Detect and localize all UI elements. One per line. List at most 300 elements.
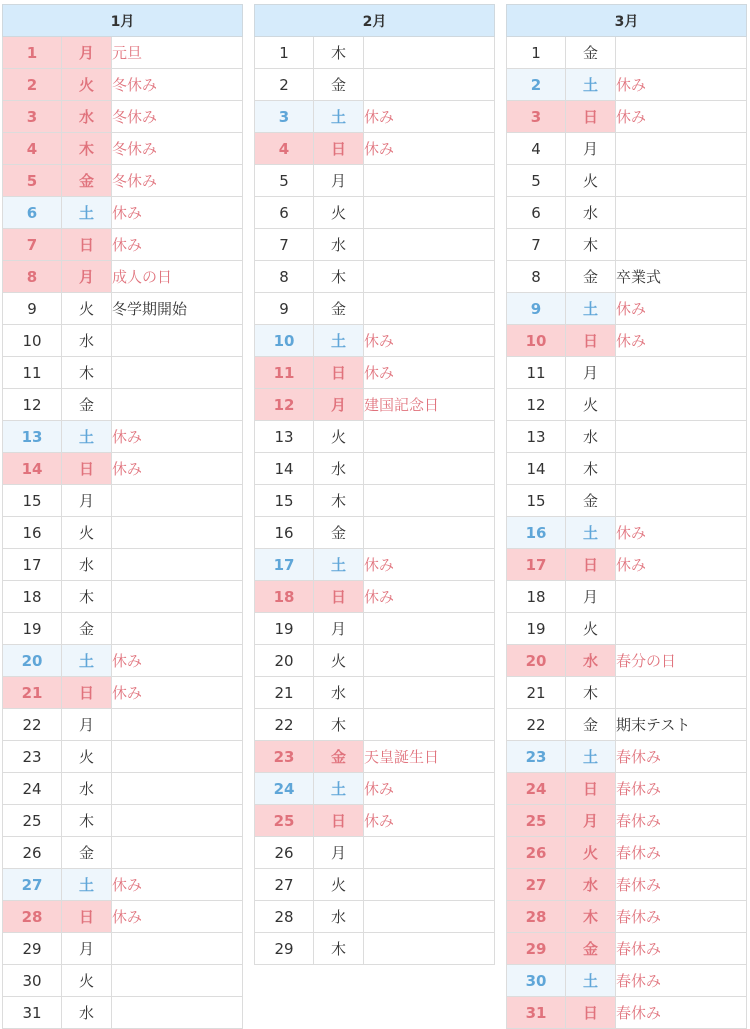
weekday: 月 [566, 133, 616, 165]
day-row [3, 869, 243, 901]
day-row [3, 421, 243, 453]
day-row [3, 389, 243, 421]
day-row [3, 645, 243, 677]
day-note: 休み [112, 229, 243, 261]
day-row [3, 965, 243, 997]
day-number: 24 [255, 773, 314, 805]
day-number: 13 [3, 421, 62, 453]
day-row [3, 773, 243, 805]
day-number: 17 [3, 549, 62, 581]
day-number: 13 [507, 421, 566, 453]
weekday: 木 [314, 485, 364, 517]
day-row [507, 165, 747, 197]
day-number: 3 [255, 101, 314, 133]
day-note [112, 773, 243, 805]
day-note: 春休み [616, 965, 747, 997]
day-note: 休み [616, 69, 747, 101]
weekday: 金 [62, 837, 112, 869]
weekday: 月 [62, 933, 112, 965]
day-number: 9 [507, 293, 566, 325]
day-number: 7 [255, 229, 314, 261]
weekday: 日 [62, 453, 112, 485]
weekday: 金 [566, 37, 616, 69]
day-number: 17 [255, 549, 314, 581]
calendar-table [2, 4, 243, 1029]
weekday: 水 [314, 229, 364, 261]
day-note: 春休み [616, 901, 747, 933]
day-number: 22 [255, 709, 314, 741]
weekday: 木 [314, 933, 364, 965]
day-number: 11 [255, 357, 314, 389]
day-note [364, 261, 495, 293]
day-row [3, 485, 243, 517]
day-note: 休み [616, 549, 747, 581]
day-number: 9 [3, 293, 62, 325]
weekday: 土 [566, 517, 616, 549]
day-number: 15 [507, 485, 566, 517]
weekday: 月 [314, 837, 364, 869]
day-note [364, 613, 495, 645]
day-number: 27 [255, 869, 314, 901]
day-number: 2 [3, 69, 62, 101]
day-number: 18 [507, 581, 566, 613]
day-row [255, 869, 495, 901]
day-row [255, 549, 495, 581]
day-row [507, 197, 747, 229]
day-row [507, 901, 747, 933]
day-number: 18 [3, 581, 62, 613]
day-number: 23 [507, 741, 566, 773]
day-row [507, 773, 747, 805]
day-note: 休み [112, 677, 243, 709]
day-number: 4 [255, 133, 314, 165]
day-note: 休み [112, 453, 243, 485]
day-number: 30 [3, 965, 62, 997]
day-note [112, 485, 243, 517]
day-note [616, 165, 747, 197]
weekday: 月 [314, 613, 364, 645]
day-note [112, 357, 243, 389]
calendar-table [254, 4, 495, 965]
weekday: 日 [314, 805, 364, 837]
weekday: 木 [314, 37, 364, 69]
weekday: 木 [62, 133, 112, 165]
day-note: 休み [364, 549, 495, 581]
day-row [255, 165, 495, 197]
weekday: 金 [314, 69, 364, 101]
day-note [364, 837, 495, 869]
day-note: 元旦 [112, 37, 243, 69]
weekday: 水 [314, 453, 364, 485]
day-note: 卒業式 [616, 261, 747, 293]
day-note [364, 165, 495, 197]
day-note: 冬学期開始 [112, 293, 243, 325]
day-note [364, 197, 495, 229]
day-row [255, 773, 495, 805]
weekday: 月 [314, 389, 364, 421]
day-number: 6 [507, 197, 566, 229]
weekday: 火 [566, 837, 616, 869]
weekday: 土 [314, 325, 364, 357]
day-number: 25 [255, 805, 314, 837]
day-number: 3 [3, 101, 62, 133]
day-note [364, 677, 495, 709]
day-note [112, 613, 243, 645]
day-row [3, 165, 243, 197]
weekday: 火 [566, 165, 616, 197]
day-note [616, 37, 747, 69]
day-row [3, 261, 243, 293]
weekday: 水 [62, 325, 112, 357]
weekday: 金 [314, 293, 364, 325]
day-number: 20 [3, 645, 62, 677]
day-note: 休み [112, 901, 243, 933]
weekday: 木 [566, 901, 616, 933]
day-row [255, 933, 495, 965]
day-number: 10 [507, 325, 566, 357]
day-row [507, 293, 747, 325]
day-number: 27 [3, 869, 62, 901]
day-number: 1 [507, 37, 566, 69]
day-number: 18 [255, 581, 314, 613]
day-row [255, 805, 495, 837]
day-row [255, 741, 495, 773]
weekday: 木 [62, 805, 112, 837]
day-number: 5 [507, 165, 566, 197]
day-note: 休み [616, 517, 747, 549]
day-note: 春休み [616, 773, 747, 805]
day-note [364, 933, 495, 965]
day-number: 23 [255, 741, 314, 773]
day-note [364, 69, 495, 101]
weekday: 月 [566, 357, 616, 389]
day-number: 12 [507, 389, 566, 421]
day-number: 12 [3, 389, 62, 421]
day-row [3, 69, 243, 101]
day-note [112, 741, 243, 773]
day-row [255, 485, 495, 517]
day-number: 10 [3, 325, 62, 357]
day-number: 21 [255, 677, 314, 709]
weekday: 金 [62, 165, 112, 197]
day-row [255, 389, 495, 421]
day-number: 27 [507, 869, 566, 901]
day-number: 24 [507, 773, 566, 805]
day-row [507, 389, 747, 421]
day-note [616, 389, 747, 421]
day-number: 19 [255, 613, 314, 645]
day-row [507, 453, 747, 485]
day-row [3, 709, 243, 741]
day-note [616, 197, 747, 229]
day-note [112, 965, 243, 997]
day-number: 21 [3, 677, 62, 709]
weekday: 水 [566, 869, 616, 901]
weekday: 土 [62, 197, 112, 229]
day-note: 冬休み [112, 101, 243, 133]
day-note: 春休み [616, 837, 747, 869]
day-number: 22 [507, 709, 566, 741]
day-number: 28 [507, 901, 566, 933]
day-number: 20 [255, 645, 314, 677]
day-row [507, 933, 747, 965]
weekday: 土 [314, 101, 364, 133]
day-row [255, 645, 495, 677]
day-number: 9 [255, 293, 314, 325]
day-number: 22 [3, 709, 62, 741]
day-note [364, 421, 495, 453]
weekday: 月 [566, 805, 616, 837]
day-row [3, 453, 243, 485]
day-note [616, 485, 747, 517]
day-number: 29 [255, 933, 314, 965]
day-note: 春分の日 [616, 645, 747, 677]
day-note [112, 517, 243, 549]
day-row [3, 805, 243, 837]
weekday: 月 [62, 37, 112, 69]
day-note: 休み [364, 133, 495, 165]
weekday: 火 [62, 69, 112, 101]
day-row [255, 709, 495, 741]
day-number: 16 [3, 517, 62, 549]
day-note [616, 133, 747, 165]
day-number: 16 [255, 517, 314, 549]
day-number: 17 [507, 549, 566, 581]
day-note [112, 837, 243, 869]
day-note [616, 677, 747, 709]
day-note [616, 357, 747, 389]
weekday: 火 [566, 389, 616, 421]
weekday: 水 [62, 997, 112, 1029]
day-note [364, 485, 495, 517]
day-row [507, 517, 747, 549]
weekday: 土 [62, 869, 112, 901]
day-number: 25 [507, 805, 566, 837]
day-number: 16 [507, 517, 566, 549]
weekday: 水 [62, 101, 112, 133]
day-note [364, 869, 495, 901]
weekday: 火 [566, 613, 616, 645]
day-number: 2 [255, 69, 314, 101]
weekday: 日 [566, 773, 616, 805]
day-number: 26 [255, 837, 314, 869]
day-note [112, 805, 243, 837]
day-number: 11 [507, 357, 566, 389]
month-header: 2月 [255, 5, 495, 37]
day-note: 春休み [616, 741, 747, 773]
day-row [255, 69, 495, 101]
day-row [3, 741, 243, 773]
day-note: 休み [364, 101, 495, 133]
day-note: 期末テスト [616, 709, 747, 741]
day-note: 休み [364, 773, 495, 805]
day-row [255, 613, 495, 645]
weekday: 日 [314, 133, 364, 165]
day-note [616, 229, 747, 261]
day-number: 29 [507, 933, 566, 965]
day-number: 20 [507, 645, 566, 677]
weekday: 土 [314, 773, 364, 805]
day-row [3, 101, 243, 133]
day-row [3, 229, 243, 261]
day-note: 休み [364, 581, 495, 613]
day-row [3, 325, 243, 357]
day-row [255, 197, 495, 229]
day-number: 15 [3, 485, 62, 517]
weekday: 木 [314, 709, 364, 741]
day-number: 28 [3, 901, 62, 933]
day-note [616, 581, 747, 613]
day-number: 29 [3, 933, 62, 965]
day-note [364, 645, 495, 677]
day-note: 休み [616, 293, 747, 325]
weekday: 木 [566, 677, 616, 709]
weekday: 日 [62, 677, 112, 709]
day-number: 14 [255, 453, 314, 485]
day-row [3, 37, 243, 69]
day-row [3, 677, 243, 709]
day-note [364, 709, 495, 741]
day-note: 春休み [616, 933, 747, 965]
day-row [507, 37, 747, 69]
weekday: 火 [314, 645, 364, 677]
weekday: 木 [62, 581, 112, 613]
weekday: 日 [566, 101, 616, 133]
weekday: 火 [62, 741, 112, 773]
weekday: 金 [62, 613, 112, 645]
day-number: 31 [3, 997, 62, 1029]
day-number: 5 [255, 165, 314, 197]
day-number: 26 [507, 837, 566, 869]
day-row [255, 293, 495, 325]
day-note: 成人の日 [112, 261, 243, 293]
weekday: 火 [62, 293, 112, 325]
day-row [507, 133, 747, 165]
weekday: 土 [314, 549, 364, 581]
day-note: 天皇誕生日 [364, 741, 495, 773]
weekday: 水 [314, 677, 364, 709]
day-row [3, 933, 243, 965]
weekday: 木 [62, 357, 112, 389]
day-row [507, 357, 747, 389]
day-note: 冬休み [112, 69, 243, 101]
day-number: 4 [3, 133, 62, 165]
day-row [507, 101, 747, 133]
day-row [507, 837, 747, 869]
day-row [255, 37, 495, 69]
calendar-table [506, 4, 747, 1029]
weekday: 月 [566, 581, 616, 613]
day-row [507, 741, 747, 773]
weekday: 日 [314, 581, 364, 613]
day-number: 8 [255, 261, 314, 293]
day-row [255, 677, 495, 709]
day-row [3, 197, 243, 229]
day-number: 14 [507, 453, 566, 485]
day-note: 休み [616, 325, 747, 357]
weekday: 金 [566, 485, 616, 517]
weekday: 土 [566, 965, 616, 997]
weekday: 水 [314, 901, 364, 933]
day-row [507, 325, 747, 357]
day-number: 31 [507, 997, 566, 1029]
day-note [364, 229, 495, 261]
weekday: 日 [314, 357, 364, 389]
day-row [255, 901, 495, 933]
month-header: 1月 [3, 5, 243, 37]
day-row [3, 837, 243, 869]
weekday: 火 [62, 965, 112, 997]
day-note [364, 293, 495, 325]
day-row [507, 581, 747, 613]
day-row [255, 133, 495, 165]
day-row [3, 357, 243, 389]
weekday: 水 [566, 645, 616, 677]
day-number: 28 [255, 901, 314, 933]
month-header: 3月 [507, 5, 747, 37]
day-row [3, 581, 243, 613]
day-note: 休み [112, 197, 243, 229]
weekday: 土 [566, 293, 616, 325]
day-number: 10 [255, 325, 314, 357]
day-number: 19 [3, 613, 62, 645]
weekday: 水 [566, 197, 616, 229]
day-row [255, 261, 495, 293]
day-number: 1 [3, 37, 62, 69]
day-number: 8 [3, 261, 62, 293]
day-note [112, 325, 243, 357]
day-row [255, 421, 495, 453]
day-note [364, 901, 495, 933]
day-number: 8 [507, 261, 566, 293]
weekday: 金 [62, 389, 112, 421]
day-number: 11 [3, 357, 62, 389]
day-row [255, 517, 495, 549]
day-number: 13 [255, 421, 314, 453]
day-row [255, 837, 495, 869]
day-note [616, 613, 747, 645]
day-number: 26 [3, 837, 62, 869]
day-row [3, 901, 243, 933]
day-note [364, 453, 495, 485]
day-note [112, 581, 243, 613]
day-number: 4 [507, 133, 566, 165]
day-number: 14 [3, 453, 62, 485]
day-note: 休み [364, 357, 495, 389]
day-number: 6 [255, 197, 314, 229]
weekday: 金 [314, 517, 364, 549]
day-row [507, 709, 747, 741]
day-note: 春休み [616, 869, 747, 901]
weekday: 月 [314, 165, 364, 197]
month-table-feb [254, 4, 494, 965]
weekday: 土 [62, 421, 112, 453]
day-note: 休み [616, 101, 747, 133]
day-row [507, 869, 747, 901]
weekday: 火 [62, 517, 112, 549]
day-note [112, 933, 243, 965]
day-note: 建国記念日 [364, 389, 495, 421]
weekday: 金 [566, 709, 616, 741]
day-number: 25 [3, 805, 62, 837]
day-note [364, 37, 495, 69]
day-row [507, 485, 747, 517]
weekday: 木 [314, 261, 364, 293]
weekday: 日 [62, 229, 112, 261]
weekday: 日 [566, 997, 616, 1029]
day-number: 7 [3, 229, 62, 261]
day-note: 休み [112, 645, 243, 677]
